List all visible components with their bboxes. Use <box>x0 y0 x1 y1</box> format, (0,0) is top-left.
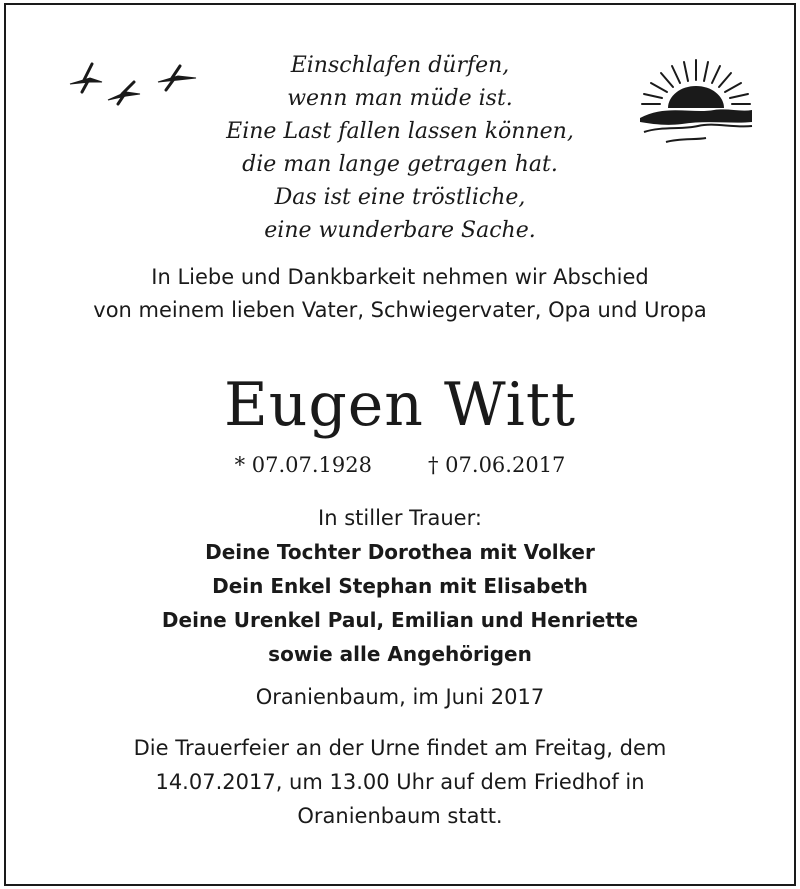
mourner-line: sowie alle Angehörigen <box>268 642 532 666</box>
life-dates <box>0 450 800 480</box>
death-date: † 07.06.2017 <box>428 453 566 477</box>
mourner-line: Deine Urenkel Paul, Emilian und Henriette <box>161 608 639 632</box>
deceased-name: Eugen Witt <box>223 370 577 440</box>
poem-line: Eine Last fallen lassen können, <box>226 119 574 144</box>
poem-line: Einschlafen dürfen, <box>290 53 510 78</box>
poem-line: die man lange getragen hat. <box>242 152 558 177</box>
poem-line: eine wunderbare Sache. <box>264 218 536 243</box>
mourning-label: In stiller Trauer: <box>318 506 482 530</box>
poem <box>0 49 800 247</box>
funeral-line: Die Trauerfeier an der Urne findet am Freitag, dem <box>133 736 667 760</box>
mourner-line: Deine Tochter Dorothea mit Volker <box>205 540 595 564</box>
funeral-line: Oranienbaum statt. <box>297 804 503 828</box>
intro-line: In Liebe und Dankbarkeit nehmen wir Abschied <box>151 265 649 289</box>
funeral-details <box>0 731 800 833</box>
poem-line: Das ist eine tröstliche, <box>274 185 526 210</box>
birth-date: * 07.07.1928 <box>234 453 372 477</box>
mourner-line: Dein Enkel Stephan mit Elisabeth <box>212 574 588 598</box>
poem-line: wenn man müde ist. <box>287 86 513 111</box>
intro-line: von meinem lieben Vater, Schwiegervater, Opa und Uropa <box>93 298 707 322</box>
farewell-intro <box>0 261 800 327</box>
place-and-date: Oranienbaum, im Juni 2017 <box>255 685 545 709</box>
mourners-list <box>0 535 800 671</box>
funeral-line: 14.07.2017, um 13.00 Uhr auf dem Friedhof in <box>155 770 645 794</box>
